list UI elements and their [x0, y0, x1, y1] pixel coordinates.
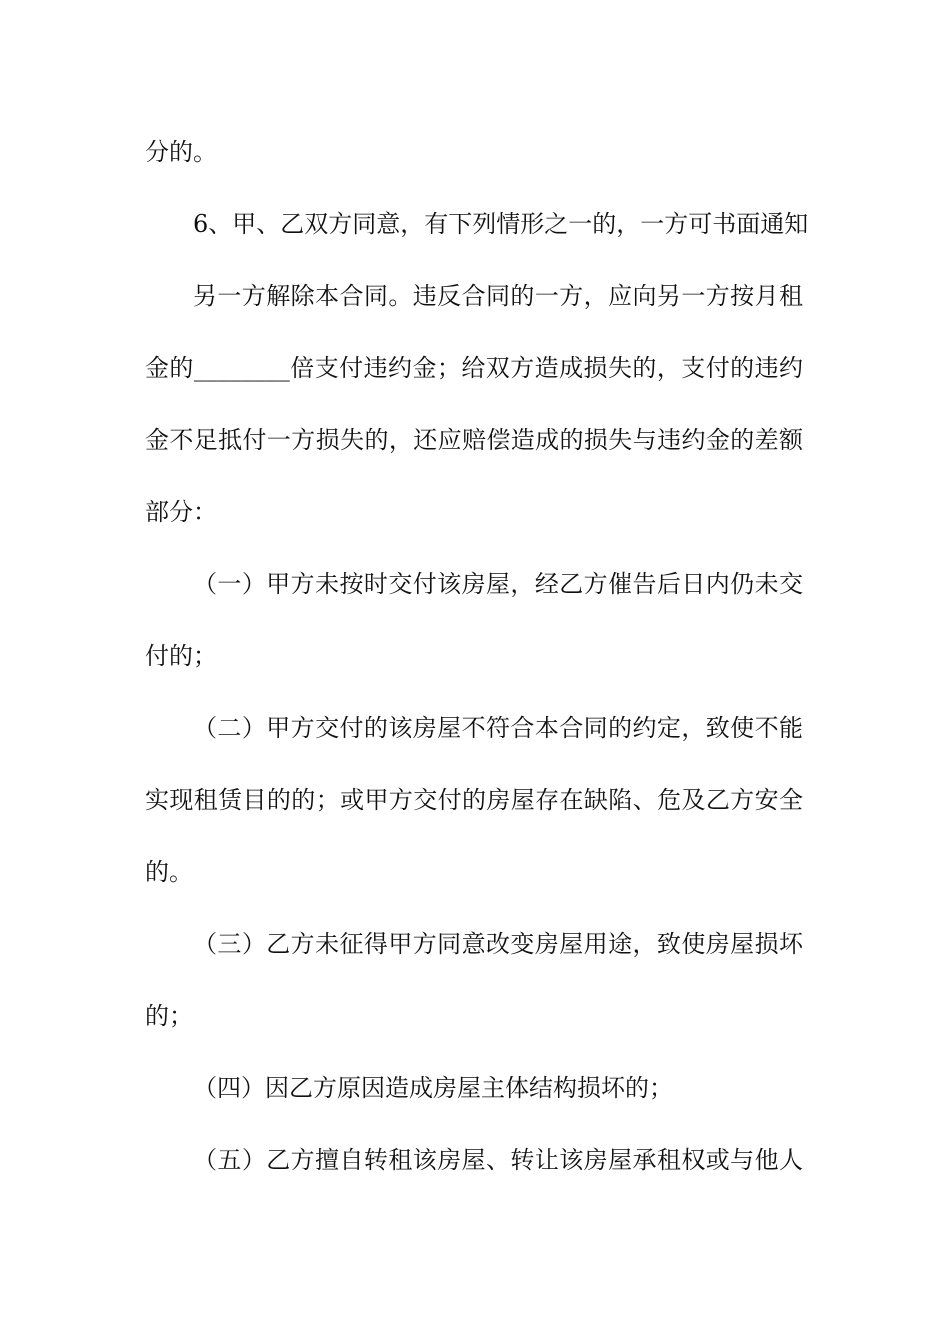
text-line-2: 6、甲、乙双方同意，有下列情形之一的，一方可书面通知 — [193, 210, 809, 238]
text-line-1: 分的。 — [145, 138, 217, 166]
text-line-5: 金不足抵付一方损失的，还应赔偿造成的损失与违约金的差额 — [145, 426, 803, 454]
text-line-3: 另一方解除本合同。违反合同的一方，应向另一方按月租 — [193, 282, 803, 310]
text-line-9: （二）甲方交付的该房屋不符合本合同的约定，致使不能 — [193, 714, 803, 742]
text-line-8: 付的； — [145, 642, 217, 670]
text-line-7: （一）甲方未按时交付该房屋，经乙方催告后日内仍未交 — [193, 570, 803, 598]
text-line-14: （四）因乙方原因造成房屋主体结构损坏的； — [193, 1074, 673, 1102]
text-line-12: （三）乙方未征得甲方同意改变房屋用途，致使房屋损坏 — [193, 930, 803, 958]
text-line-4: 金的________倍支付违约金；给双方造成损失的，支付的违约 — [145, 354, 803, 382]
text-line-13: 的； — [145, 1002, 193, 1030]
text-line-10: 实现租赁目的的；或甲方交付的房屋存在缺陷、危及乙方安全 — [145, 786, 803, 814]
text-line-6: 部分： — [145, 498, 217, 526]
text-line-15: （五）乙方擅自转租该房屋、转让该房屋承租权或与他人 — [193, 1146, 803, 1174]
text-line-11: 的。 — [145, 858, 193, 886]
